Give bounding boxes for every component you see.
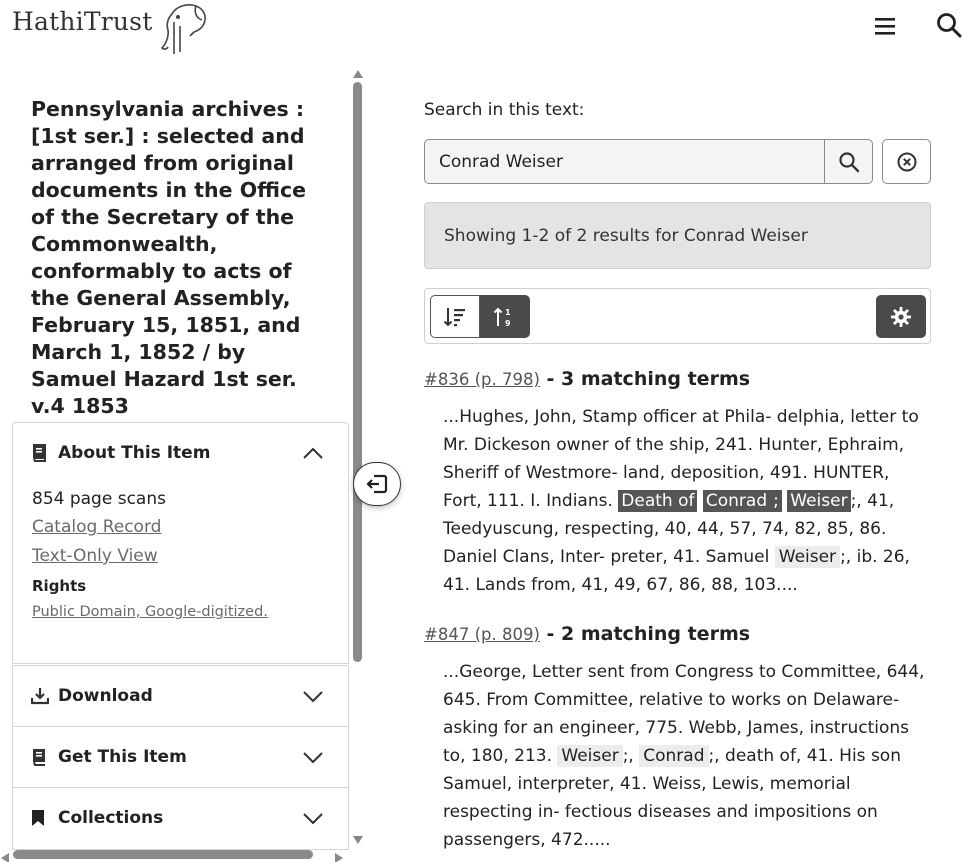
text-only-view-link[interactable]: Text-Only View bbox=[32, 546, 158, 566]
scroll-down-arrow[interactable] bbox=[352, 830, 364, 840]
site-header bbox=[0, 0, 966, 60]
about-item-label: About This Item bbox=[58, 443, 211, 463]
highlight-term: ; bbox=[770, 490, 782, 512]
result-snippet bbox=[424, 403, 932, 599]
collections-label: Collections bbox=[58, 808, 164, 828]
site-search-button[interactable] bbox=[936, 12, 962, 38]
clear-search-button[interactable] bbox=[882, 139, 931, 184]
download-icon bbox=[31, 687, 49, 705]
close-circle-icon bbox=[896, 151, 918, 173]
rights-link[interactable]: Public Domain, Google-digitized. bbox=[32, 604, 268, 620]
get-item-label: Get This Item bbox=[58, 747, 187, 767]
bookmark-icon bbox=[31, 809, 49, 827]
results-status: Showing 1-2 of 2 results for Conrad Weiser bbox=[424, 202, 931, 269]
sidebar-horizontal-scrollbar[interactable] bbox=[13, 850, 313, 859]
search-icon bbox=[936, 12, 962, 38]
search-icon bbox=[838, 151, 860, 173]
sidebar-vertical-scrollbar[interactable] bbox=[353, 82, 362, 662]
scroll-up-arrow[interactable] bbox=[352, 64, 364, 74]
search-label: Search in this text: bbox=[424, 100, 585, 120]
menu-button[interactable] bbox=[872, 14, 898, 38]
collections-panel bbox=[12, 787, 349, 850]
about-item-body bbox=[13, 485, 348, 627]
sidebar bbox=[0, 60, 352, 850]
result-match-count: - 3 matching terms bbox=[539, 368, 751, 390]
download-toggle[interactable] bbox=[13, 666, 348, 726]
sort-down-icon bbox=[443, 306, 467, 328]
sort-toggle-group bbox=[430, 295, 531, 338]
results-toolbar bbox=[424, 288, 931, 344]
result-snippet bbox=[424, 658, 932, 854]
settings-button[interactable] bbox=[876, 295, 926, 338]
hathitrust-logo[interactable] bbox=[12, 2, 210, 60]
hamburger-icon bbox=[872, 14, 898, 38]
search-result bbox=[424, 366, 932, 599]
sort-by-page-button[interactable] bbox=[480, 295, 530, 338]
result-match-count: - 2 matching terms bbox=[539, 623, 751, 645]
chevron-down-icon bbox=[302, 810, 324, 829]
book-icon bbox=[31, 444, 49, 462]
search-input[interactable] bbox=[425, 140, 824, 183]
highlight-term: Weiser bbox=[775, 546, 840, 568]
highlight-term: Conrad bbox=[639, 745, 708, 767]
about-item-panel bbox=[12, 422, 349, 664]
elephant-icon bbox=[158, 2, 210, 60]
get-item-panel bbox=[12, 726, 349, 788]
about-item-toggle[interactable] bbox=[13, 423, 348, 483]
search-box bbox=[424, 139, 873, 184]
book-title: Pennsylvania archives : [1st ser.] : selected and arranged from original documents in the Office of the Secretary of the Commonwealth, conformably to acts of the General Assembly, February 15, 1851, and March 1, 1852 / by Samuel Hazard 1st ser. v.4 1853 bbox=[31, 97, 307, 418]
svg-text:9: 9 bbox=[505, 318, 511, 328]
snippet-text: ...George, Letter sent from Congress to Committee, 644, 645. From Committee, relative to works on Delaware- asking for an engineer, 775. Webb, James, instructions to, 180, 213. bbox=[443, 662, 925, 766]
download-panel bbox=[12, 665, 349, 727]
result-page-link[interactable]: #836 (p. 798) bbox=[424, 370, 540, 389]
search-submit-button[interactable] bbox=[824, 140, 872, 183]
collections-toggle[interactable] bbox=[13, 788, 348, 848]
highlight-term: Death of bbox=[618, 490, 697, 512]
snippet-text: ;, 41, Teedyuscung, respecting, 40, 44, 57, 74, 82, 85, 86. Daniel Clans, Inter- preter, 41. Samuel bbox=[443, 491, 895, 567]
logo-text: HathiTrust bbox=[12, 7, 153, 36]
sort-ascending-button[interactable] bbox=[430, 295, 480, 338]
highlight-term: Conrad bbox=[703, 490, 770, 512]
catalog-record-link[interactable]: Catalog Record bbox=[32, 517, 162, 537]
chevron-up-icon bbox=[302, 445, 324, 464]
exit-arrow-icon bbox=[365, 473, 389, 495]
get-item-toggle[interactable] bbox=[13, 727, 348, 787]
book-icon bbox=[31, 748, 49, 766]
highlight-term: Weiser bbox=[787, 490, 850, 512]
scroll-left-arrow[interactable] bbox=[0, 849, 10, 861]
snippet-text: ;, death of, 41. His son Samuel, interpreter, 41. Weiss, Lewis, memorial respecting in- fectious diseases and impositions on passengers, 472..... bbox=[443, 746, 901, 850]
snippet-text: ...Hughes, John, Stamp officer at Phila- delphia, letter to Mr. Dickeson owner of the ship, 241. Hunter, Ephraim, Sheriff of Westmore- land, deposition, 491. HUNTER, Fort, 111. I. Indians. bbox=[443, 407, 919, 511]
result-heading bbox=[424, 621, 932, 648]
result-heading bbox=[424, 366, 932, 393]
highlight-term: Weiser bbox=[557, 745, 622, 767]
chevron-down-icon bbox=[302, 749, 324, 768]
scroll-right-arrow[interactable] bbox=[334, 849, 344, 861]
search-result bbox=[424, 621, 932, 854]
chevron-down-icon bbox=[302, 688, 324, 707]
collapse-sidebar-button[interactable] bbox=[353, 462, 401, 506]
download-label: Download bbox=[58, 686, 153, 706]
svg-text:1: 1 bbox=[505, 307, 511, 317]
gear-icon bbox=[890, 306, 912, 328]
page-scans-count: 854 page scans bbox=[32, 489, 166, 509]
snippet-text: ;, ib. 26, 41. Lands from, 41, 49, 67, 86, 88, 103.... bbox=[443, 547, 910, 595]
sort-numeric-icon bbox=[493, 306, 517, 328]
snippet-text: ;, bbox=[622, 746, 640, 766]
result-page-link[interactable]: #847 (p. 809) bbox=[424, 625, 540, 644]
rights-label: Rights bbox=[32, 577, 87, 595]
